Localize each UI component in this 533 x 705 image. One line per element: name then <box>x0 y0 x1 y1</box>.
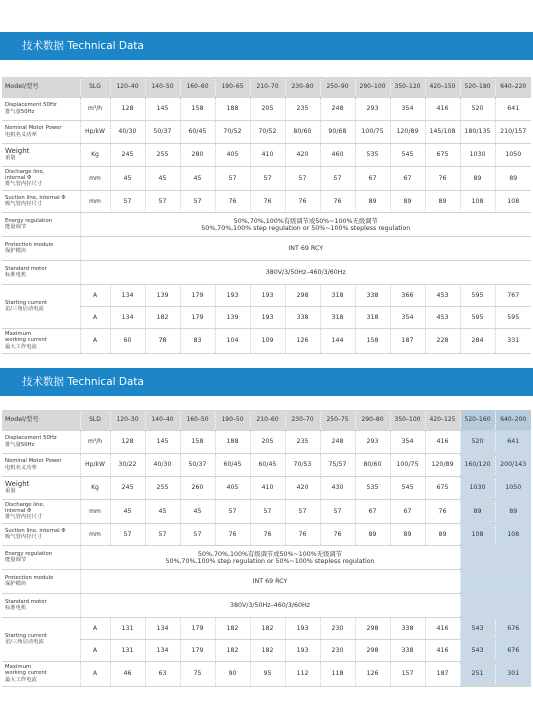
table-row-suction: Suction line, internal Φ 吸气管内径尺寸 mm 57 57 57 76 76 76 76 89 89 89 108 108 <box>2 523 531 545</box>
table-row-discharge: Discharge line, internal Φ 排气管内径尺寸 mm 45 45 45 57 57 57 57 67 67 76 89 89 <box>2 499 531 523</box>
table-row-displacement: Displacement 50Hz 排气量50Hz m³/h 128 145 158 188 205 235 248 293 354 416 520 641 <box>2 430 531 453</box>
spec-table-sld <box>2 410 531 687</box>
table-row-starting-current-1: Starting current 星/三角启动电流 A 131 134 179 182 182 193 230 298 338 416 543 676 <box>2 617 531 639</box>
table-row-discharge: Discharge line, internal Φ 排气管内径尺寸 mm 45 45 45 57 57 57 57 67 67 76 89 89 <box>2 166 531 190</box>
table-row-starting-current-2: A 131 134 179 182 182 193 230 298 338 416 543 676 <box>2 639 531 661</box>
table-row-standard-motor: Standard motor 标准电机 380V/3/50Hz–460/3/60Hz <box>2 593 531 617</box>
section2-title: 技术数据 Technical Data <box>0 368 533 396</box>
table-row-weight: Weight 重量 Kg 245 255 260 405 410 420 430 535 545 675 1030 1050 <box>2 476 531 499</box>
table-row-protection: Protection module 保护模块 INT 69 RCY <box>2 236 531 260</box>
section1-title: 技术数据 Technical Data <box>0 32 533 60</box>
table-row-max-current: Maximum working current 最大工作电流 A 46 63 75 90 95 112 118 126 157 187 251 301 <box>2 661 531 686</box>
table-header-row: Model/型号 SLG 120–40 140–50 160–60 190–65 210–70 230–80 250–90 290–100 350–120 420–150 520–180 640–220 <box>2 77 531 97</box>
table-row-max-current: Maximum working current 最大工作电流 A 60 78 83 104 109 126 144 158 187 228 284 331 <box>2 328 531 353</box>
energy-regulation-text: 50%,70%,100%有级调节或50%~100%无级调节 50%,70%,100% step regulation or 50%~100% stepless regulation <box>80 212 531 236</box>
table-row-starting-current-2: A 134 182 179 139 193 338 318 318 354 453 595 595 <box>2 306 531 328</box>
table-row-weight: Weight 重量 Kg 245 255 280 405 410 420 460 535 545 675 1030 1050 <box>2 143 531 166</box>
energy-regulation-text: 50%,70%,100%有级调节或50%~100%无级调节 50%,70%,100% step regulation or 50%~100% stepless regulation <box>80 545 460 569</box>
table-row-suction: Suction line, internal Φ 吸气管内径尺寸 mm 57 57 57 76 76 76 76 89 89 89 108 108 <box>2 190 531 212</box>
spec-table-slg <box>2 77 531 354</box>
table-row-energy: Energy regulation 能量调节 50%,70%,100%有级调节或50%~100%无级调节 50%,70%,100% step regulation or 50%~100% stepless regulation <box>2 212 531 236</box>
table-row-motor-power: Nominal Motor Power 电机名义功率 Hp/kW 30/22 40/30 50/37 60/45 60/45 70/53 75/57 80/60 100/75 120/89 160/120 200/143 <box>2 453 531 476</box>
table-row-energy: Energy regulation 能量调节 50%,70%,100%有级调节或50%~100%无级调节 50%,70%,100% step regulation or 50%~100% stepless regulation <box>2 545 531 569</box>
table-row-displacement: Displacement 50Hz 排气量50Hz m³/h 128 145 158 188 205 235 248 293 354 416 520 641 <box>2 97 531 120</box>
table-row-starting-current-1: Starting current 星/三角启动电流 A 134 139 179 193 193 298 318 338 366 453 595 767 <box>2 284 531 306</box>
table-row-protection: Protection module 保护模块 INT 69 RCY <box>2 569 531 593</box>
table-row-motor-power: Nominal Motor Power 电机名义功率 Hp/kW 40/30 50/37 60/45 70/52 70/52 80/60 90/68 100/75 120/89 145/108 180/135 210/157 <box>2 120 531 143</box>
table-row-standard-motor: Standard motor 标准电机 380V/3/50Hz–460/3/60Hz <box>2 260 531 284</box>
table-header-row: Model/型号 SLD 120–30 140–40 160–50 190–50 210–60 230–70 250–75 290–80 350–100 420–125 520–160 640–200 <box>2 410 531 430</box>
